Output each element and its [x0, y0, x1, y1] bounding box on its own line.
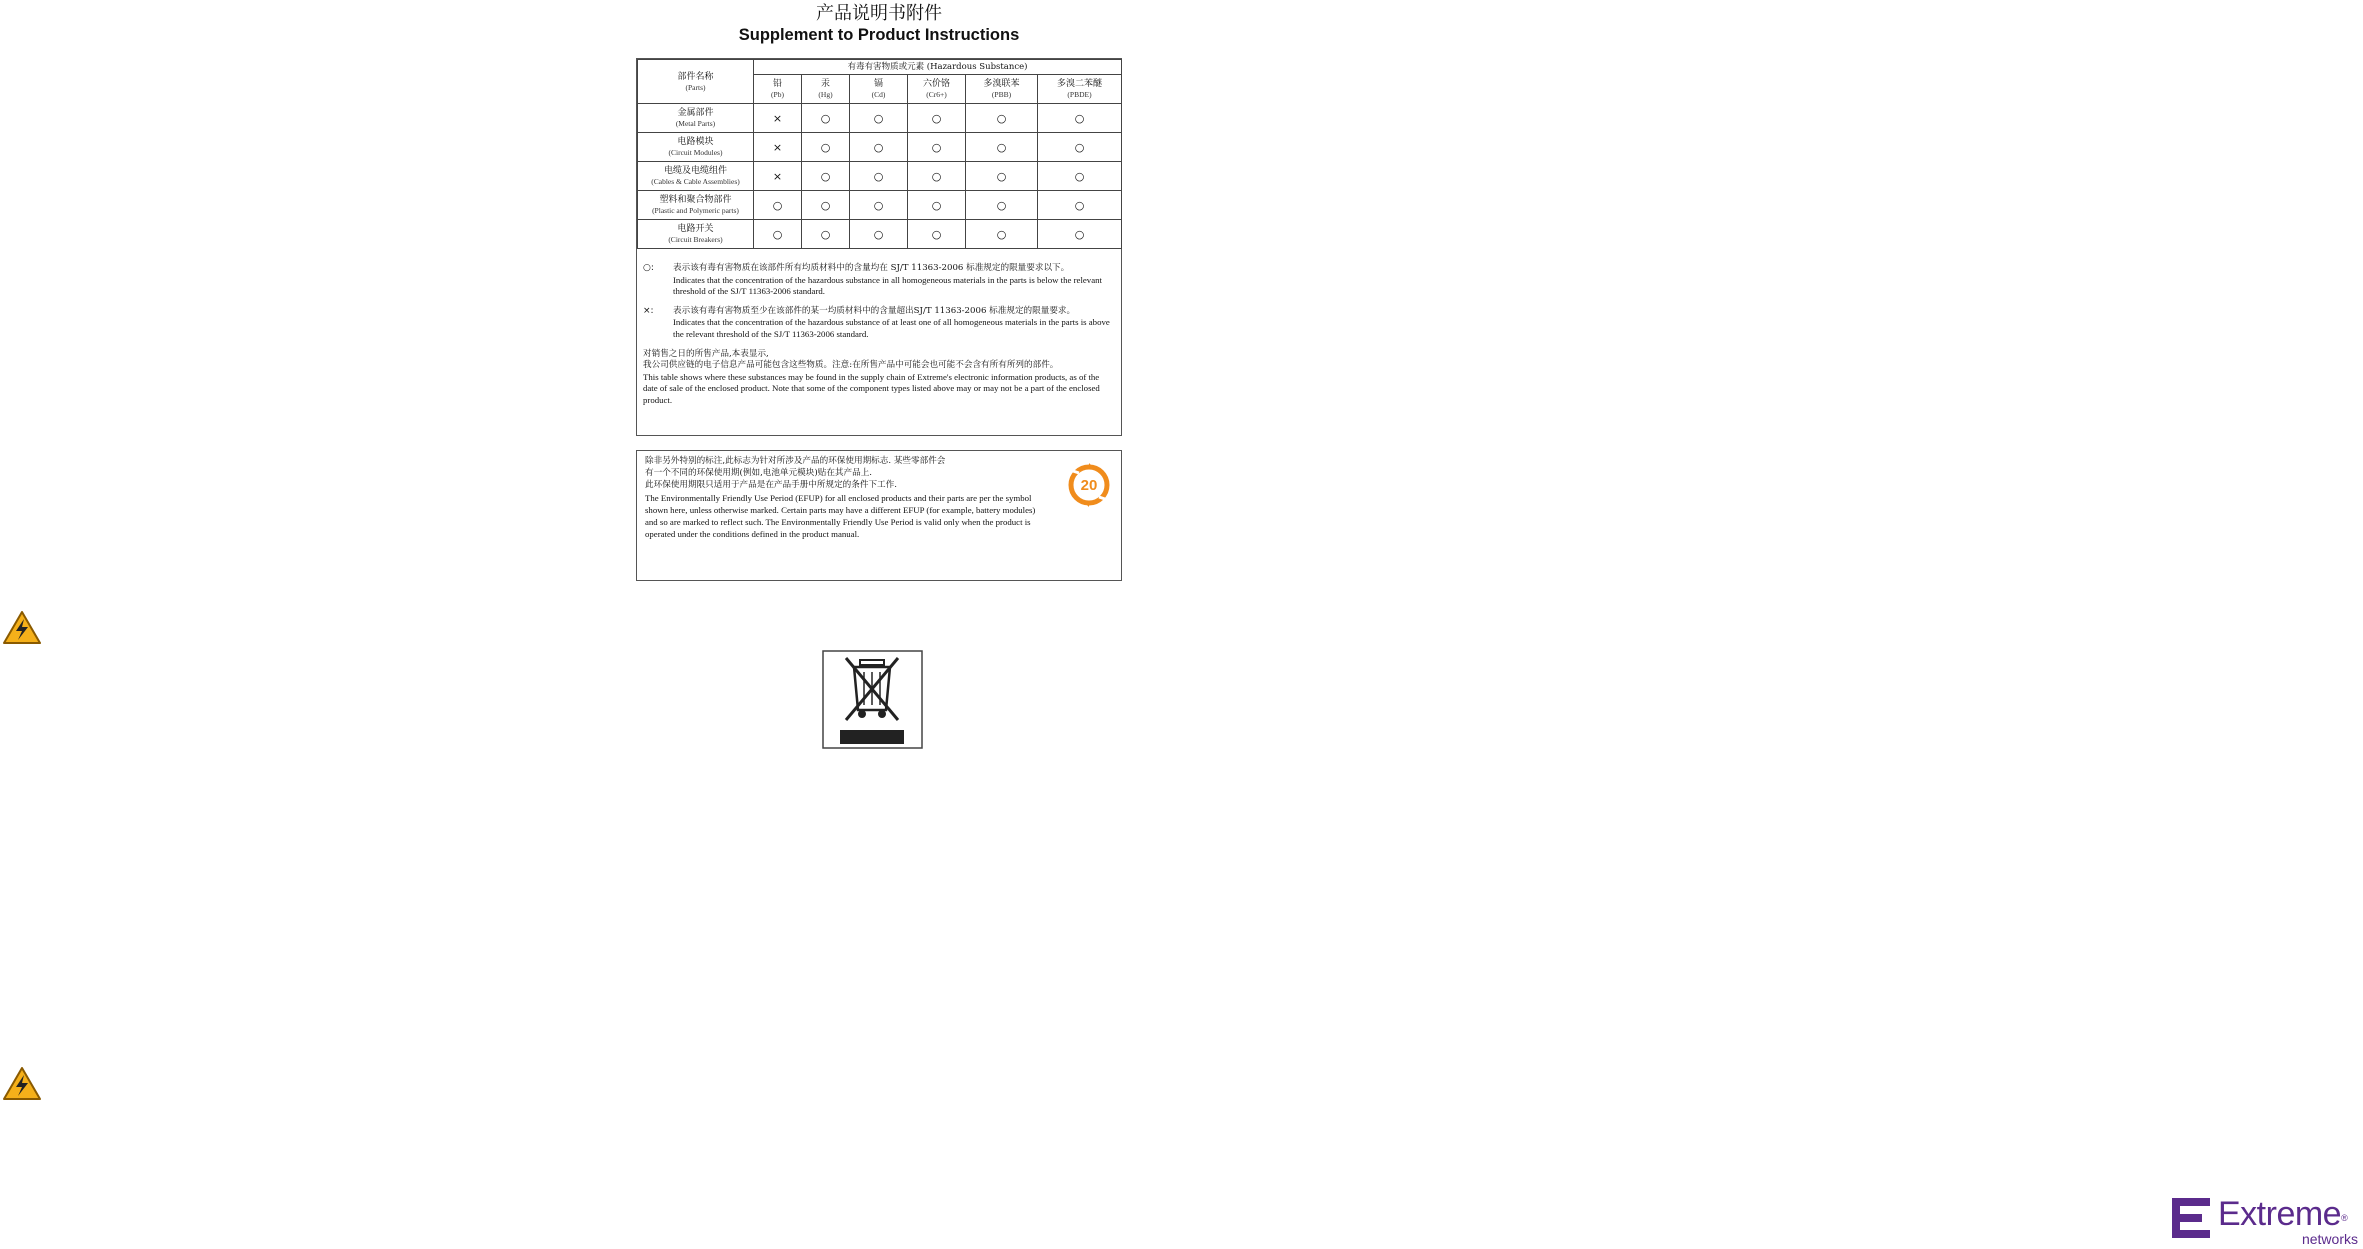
substance-header: 有毒有害物质或元素 (Hazardous Substance) — [754, 60, 1122, 75]
part-name-zh: 电缆及电缆组件 — [663, 166, 727, 176]
table-row — [638, 191, 1122, 220]
brand-name: Extreme® — [2218, 1195, 2348, 1233]
substance-mark-cell: × — [754, 162, 802, 191]
substance-symbol: (Cd) — [871, 90, 886, 99]
part-name-zh: 塑料和聚合物部件 — [659, 195, 732, 205]
part-name-cell — [638, 133, 754, 162]
substance-mark-cell: ○ — [908, 133, 966, 162]
efup-zh-line3: 此环保使用期限只适用于产品是在产品手册中所规定的条件下工作. — [645, 480, 897, 491]
efup-text — [645, 455, 1037, 540]
part-name-cell — [638, 104, 754, 133]
efup-zh-line1: 除非另外特别的标注,此标志为针对所涉及产品的环保使用期标志. 某些零部件会 — [645, 456, 946, 466]
table-row — [638, 104, 1122, 133]
substance-symbol: (Pb) — [771, 90, 784, 99]
sale-notice-zh2: 我公司供应链的电子信息产品可能包含这些物质。注意:在所售产品中可能会也可能不会含有所有所列的部件。 — [643, 360, 1059, 371]
substance-column-header — [1038, 75, 1122, 104]
note-circle — [643, 263, 1115, 298]
hazardous-substance-table — [637, 59, 1122, 249]
substance-name-zh: 铅 — [772, 79, 782, 89]
substance-mark-cell: ○ — [1038, 104, 1122, 133]
substance-mark-cell: ○ — [1038, 162, 1122, 191]
substance-mark-cell: ○ — [802, 191, 850, 220]
extreme-networks-logo — [2172, 1196, 2362, 1246]
sale-notice-en: This table shows where these substances may be found in the supply chain of Extreme's electronic information products, as of the date of sale of the enclosed product. Note that some of the component types listed above may or may not be a part of the enclosed product. — [643, 371, 1100, 405]
substance-name-zh: 镉 — [873, 79, 883, 89]
substance-mark-cell: ○ — [908, 220, 966, 249]
table-notes — [643, 263, 1115, 407]
substance-mark-cell: ○ — [1038, 191, 1122, 220]
efup-en: The Environmentally Friendly Use Period (EFUP) for all enclosed products and their parts are per the symbol shown here, unless otherwise marked. Certain parts may have a different EFUP (for example, battery modules) and so are marked to reflect such. The Environmentally Friendly Use Period is valid only when the product is operated under the conditions defined in the product manual. — [645, 492, 1036, 540]
substance-mark-cell: ○ — [908, 162, 966, 191]
efup-zh-line2: 有一个不同的环保使用期(例如,电池单元模块)贴在其产品上. — [645, 468, 873, 479]
hazardous-substance-box — [636, 58, 1122, 436]
part-name-zh: 电路模块 — [677, 137, 714, 147]
substance-column-header — [802, 75, 850, 104]
substance-mark-cell: × — [754, 104, 802, 133]
substance-mark-cell: ○ — [850, 220, 908, 249]
substance-mark-cell: ○ — [850, 133, 908, 162]
substance-mark-cell: ○ — [802, 133, 850, 162]
note-zh: 表示该有毒有害物质在该部件所有均质材料中的含量均在 SJ/T 11363-2006 标准规定的限量要求以下。 — [673, 263, 1070, 273]
substance-mark-cell: ○ — [754, 191, 802, 220]
extreme-e-logo-icon — [2172, 1198, 2210, 1238]
substance-mark-cell: ○ — [966, 162, 1038, 191]
substance-symbol: (Cr6+) — [926, 90, 947, 99]
note-en: Indicates that the concentration of the hazardous substance of at least one of all homogeneous materials in the parts is above the relevant threshold of the SJ/T 11363-2006 standard. — [673, 317, 1110, 339]
substance-column-header — [850, 75, 908, 104]
note-symbol: ×: — [643, 305, 654, 316]
electrical-hazard-warning-icon — [2, 610, 42, 646]
part-name-cell — [638, 162, 754, 191]
substance-column-header — [754, 75, 802, 104]
sale-notice-zh1: 对销售之日的所售产品,本表显示, — [643, 348, 769, 359]
substance-mark-cell: ○ — [908, 191, 966, 220]
note-en: Indicates that the concentration of the hazardous substance in all homogeneous materials in the parts is below the relevant threshold of the SJ/T 11363-2006 standard. — [673, 274, 1102, 297]
part-name-en: (Metal Parts) — [675, 119, 716, 128]
substance-name-zh: 多溴联苯 — [983, 79, 1020, 89]
substance-mark-cell: ○ — [802, 162, 850, 191]
substance-symbol: (PBB) — [991, 90, 1012, 99]
substance-mark-cell: ○ — [802, 220, 850, 249]
title-english: Supplement to Product Instructions — [738, 26, 1020, 44]
substance-mark-cell: ○ — [850, 191, 908, 220]
efup-logo-number: 20 — [1080, 477, 1098, 494]
substance-column-header — [908, 75, 966, 104]
electrical-hazard-warning-icon — [2, 1066, 42, 1102]
title-chinese: 产品说明书附件 — [816, 3, 942, 24]
substance-mark-cell: ○ — [966, 220, 1038, 249]
brand-registered-mark: ® — [2341, 1213, 2348, 1223]
note-cross — [643, 306, 1115, 341]
efup-20-years-icon — [1065, 461, 1113, 509]
substance-mark-cell: ○ — [754, 220, 802, 249]
table-row — [638, 162, 1122, 191]
parts-header-en: (Parts) — [685, 82, 706, 92]
substance-mark-cell: × — [754, 133, 802, 162]
substance-mark-cell: ○ — [966, 104, 1038, 133]
substance-mark-cell: ○ — [908, 104, 966, 133]
table-row — [638, 220, 1122, 249]
sale-notice — [643, 349, 1115, 407]
note-symbol: ○: — [643, 263, 654, 273]
substance-symbol: (PBDE) — [1067, 90, 1092, 99]
parts-header-zh: 部件名称 — [677, 71, 714, 82]
substance-mark-cell: ○ — [802, 104, 850, 133]
part-name-en: (Circuit Breakers) — [668, 235, 723, 244]
efup-box — [636, 450, 1122, 581]
substance-mark-cell: ○ — [966, 133, 1038, 162]
parts-header-cell — [638, 60, 754, 104]
note-zh: 表示该有毒有害物质至少在该部件的某一均质材料中的含量超出SJ/T 11363-2006 标准规定的限量要求。 — [673, 305, 1076, 316]
substance-name-zh: 六价铬 — [922, 79, 950, 89]
substance-column-header — [966, 75, 1038, 104]
substance-mark-cell: ○ — [1038, 133, 1122, 162]
part-name-zh: 电路开关 — [677, 224, 714, 234]
substance-mark-cell: ○ — [966, 191, 1038, 220]
table-row — [638, 133, 1122, 162]
part-name-zh: 金属部件 — [677, 108, 714, 118]
substance-name-zh: 汞 — [820, 79, 830, 89]
crossed-out-wheeled-bin-icon — [822, 650, 923, 749]
substance-name-zh: 多溴二苯醚 — [1057, 79, 1103, 89]
substance-mark-cell: ○ — [850, 162, 908, 191]
substance-mark-cell: ○ — [850, 104, 908, 133]
part-name-en: (Circuit Modules) — [668, 148, 723, 157]
brand-subtitle: networks — [2301, 1231, 2358, 1247]
substance-symbol: (Hg) — [818, 90, 833, 99]
part-name-en: (Plastic and Polymeric parts) — [652, 206, 739, 215]
part-name-cell — [638, 191, 754, 220]
substance-mark-cell: ○ — [1038, 220, 1122, 249]
part-name-en: (Cables & Cable Assemblies) — [651, 177, 740, 186]
part-name-cell — [638, 220, 754, 249]
